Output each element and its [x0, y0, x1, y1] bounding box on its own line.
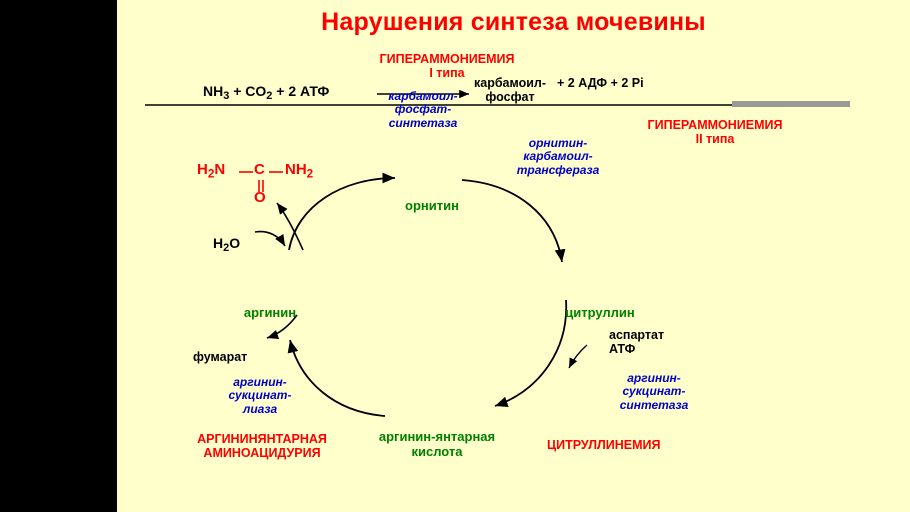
urea-n-text: N: [214, 161, 226, 178]
urea-oxygen: O: [254, 189, 266, 206]
metabolite-ornithine: орнитин: [405, 198, 459, 213]
hyperammonemia-type2-line1: ГИПЕРАММОНИЕМИЯ: [647, 118, 783, 132]
water-label: [213, 236, 240, 254]
urea-nh-subscript: 2: [306, 167, 314, 181]
enzyme-oct-line1: орнитин-: [528, 136, 588, 150]
carbamoyl-phosphate-line1: карбамоил-: [473, 76, 547, 90]
hyperammonemia-type1-line1: ГИПЕРАММОНИЕМИЯ: [379, 52, 515, 66]
argininosuccinate-line1: аргинин-янтарная: [378, 429, 496, 444]
enzyme-asl-line2: сукцинат-: [228, 388, 292, 403]
hyperammonemia-type2-line2: II типа: [695, 132, 735, 146]
enzyme-ass-line2: сукцинат-: [622, 384, 686, 399]
carbamoyl-phosphate-line2: фосфат: [485, 90, 535, 104]
nh3-text: NH: [203, 83, 224, 99]
urea-right-group: [285, 162, 313, 180]
water-subscript: 2: [223, 242, 230, 255]
slide-canvas: [117, 0, 910, 512]
enzyme-cps-line1: карбамоил-: [388, 89, 458, 103]
enzyme-oct-line3: трансфераза: [516, 162, 600, 177]
cofactor-atp: АТФ: [609, 342, 636, 356]
urea-h-text: H: [197, 161, 208, 178]
hyperammonemia-type1-line2: I типа: [429, 66, 465, 80]
enzyme-argininosuccinate-lyase: [215, 376, 305, 416]
nh3-subscript: 3: [223, 90, 230, 103]
argininosuccinate-line2: кислота: [411, 443, 463, 459]
enzyme-oct-line2: карбамоил-: [523, 149, 593, 164]
enzyme-argininosuccinate-synthetase: [609, 372, 699, 412]
enzyme-ass-line3: синтетаза: [619, 397, 689, 412]
disease-argininosuccinic-aciduria: [167, 432, 357, 460]
cofactor-aspartate: аспартат: [609, 328, 665, 342]
atp-text: + 2 АТФ: [272, 83, 330, 99]
metabolite-fumarate: фумарат: [193, 350, 248, 364]
byproducts-label: + 2 АДФ + 2 Рi: [557, 76, 644, 90]
co2-text: + CO: [229, 83, 267, 99]
hyperammonemia-type2-label: [595, 118, 835, 146]
enzyme-ass-line1: аргинин-: [627, 371, 681, 385]
cofactor-aspartate-atp: [609, 328, 689, 356]
water-o-text: O: [229, 235, 241, 251]
enzyme-ornithine-carbamoyl-transferase: [503, 137, 613, 177]
disease-citrullinemia: ЦИТРУЛЛИНЕМИЯ: [547, 438, 661, 452]
enzyme-carbamoyl-phosphate-synthetase: [369, 90, 477, 130]
urea-nh-text: NH: [285, 161, 307, 178]
page-title: Нарушения синтеза мочевины: [321, 8, 706, 36]
aciduria-line1: АРГИНИНЯНТАРНАЯ: [197, 432, 327, 446]
urea-h-subscript: 2: [207, 167, 215, 181]
carbamoyl-phosphate-label: [465, 76, 555, 104]
co2-subscript: 2: [266, 90, 273, 103]
enzyme-asl-line1: аргинин-: [233, 375, 287, 389]
enzyme-asl-line3: лиаза: [242, 401, 278, 416]
substrates-label: [203, 84, 329, 102]
metabolite-argininosuccinate: [363, 430, 511, 459]
enzyme-cps-line2: фосфат-: [394, 102, 452, 117]
metabolite-arginine: аргинин: [243, 305, 297, 320]
aciduria-line2: АМИНОАЦИДУРИЯ: [203, 446, 321, 460]
urea-left-group: [197, 162, 225, 180]
metabolite-citrulline: цитруллин: [565, 305, 635, 320]
urea-carbon: C: [254, 161, 265, 178]
water-h-text: H: [213, 235, 224, 251]
enzyme-cps-line3: синтетаза: [388, 115, 458, 130]
